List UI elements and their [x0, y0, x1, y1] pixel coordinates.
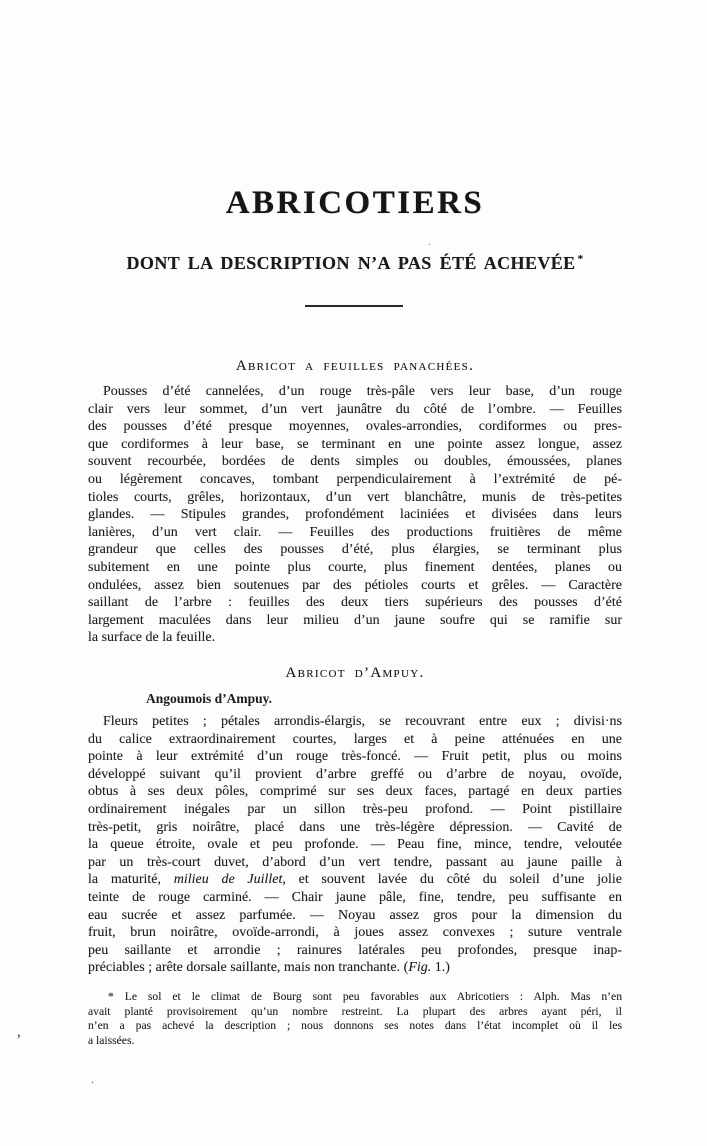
text-line: des pousses d’été presque moyennes, ovales-arrondies, cordiformes ou pres- — [88, 419, 622, 435]
text-line: obtus à ses deux pôles, comprimé sur ses deux faces, partagé en deux parties — [88, 784, 622, 800]
section-heading-feuilles-panachees: Abricot a feuilles panachées. — [235, 358, 475, 374]
text-line: subitement en une pointe plus courte, plus finement dentées, planes ou — [88, 559, 622, 575]
page-title: ABRICOTIERS — [225, 185, 485, 221]
scan-speck: , — [17, 1024, 21, 1040]
text-line: du calice extraordinairement courtes, larges et à peine atténuées en une — [88, 731, 622, 747]
text-line: glandes. — Stipules grandes, profondément laciniées et divisées dans leurs — [88, 507, 622, 523]
scan-speck: . — [91, 1072, 94, 1086]
text-line: Fleurs petites ; pétales arrondis-élargis, se recouvrant entre eux ; divisi·ns — [103, 714, 622, 729]
page-subtitle — [88, 246, 622, 276]
text-line: la maturité, milieu de Juillet, et souvent lavée du côté du soleil d’une jolie — [88, 872, 623, 888]
text-line: grandeur que celles des pousses d’été, plus élargies, se terminant plus — [88, 542, 622, 558]
text-line: la queue étroite, ovale et peu profonde. — Peau fine, mince, tendre, veloutée — [88, 837, 622, 853]
text-line: tioles courts, grêles, horizontaux, d’un vert blanchâtre, munis de très-petites — [88, 489, 622, 505]
subtitle-text: DONT LA DESCRIPTION N’A PAS ÉTÉ ACHEVÉE — [126, 253, 576, 273]
text-line: ordinairement inégales par un sillon très-peu profond. — Point pistillaire — [88, 801, 622, 817]
text-line: lanières, d’un vert clair. — Feuilles des productions fruitières de même — [88, 524, 622, 540]
text-line: eau sucrée et assez parfumée. — Noyau assez gros pour la dimension du — [88, 907, 622, 923]
text-line: pointe à leur extrémité d’un rouge très-foncé. — Fruit petit, plus ou moins — [88, 749, 622, 765]
text-line: largement maculées dans leur milieu d’un jaune soufre qui se ramifie sur — [88, 612, 622, 628]
text-line: a laissées. — [88, 1033, 135, 1047]
text-line: ondulées, assez bien soutenues par des pétioles courts et grêles. — Caractère — [88, 577, 622, 593]
text-line: peu saillante et arrondie ; rainures latérales peu profondes, presque inap- — [88, 942, 622, 958]
text-line: n’en a pas achevé la description ; nous donnons ses notes dans l’état incomplet où il les — [88, 1019, 622, 1032]
ornamental-rule — [305, 305, 403, 307]
text-line: très-petit, gris noirâtre, placé dans une très-légère dépression. — Cavité de — [88, 819, 622, 835]
scan-speck: . — [428, 236, 431, 248]
text-line: ou légèrement concaves, tombant perpendiculairement à l’extrémité de pé- — [88, 471, 622, 487]
text-line: souvent recourbée, bordées de dents simples ou doubles, émoussées, planes — [88, 454, 622, 470]
text-line: clair vers leur sommet, d’un vert jaunâtre du côté de l’ombre. — Feuilles — [88, 401, 622, 417]
text-line: * Le sol et le climat de Bourg sont peu favorables aux Abricotiers : Alph. Mas n’en — [108, 990, 622, 1003]
section-paragraph-feuilles-panachees — [88, 383, 622, 647]
section-paragraph-abricot-ampuy — [88, 713, 622, 977]
text-line: la surface de la feuille. — [88, 630, 216, 646]
text-line: saillant de l’arbre : feuilles des deux tiers supérieurs des pousses d’été — [88, 595, 622, 611]
text-line: avait planté provisoirement qu’un nombre restreint. La plupart des arbres ayant péri, il — [88, 1004, 622, 1018]
text-line: fruit, brun noirâtre, ovoïde-arrondi, à joues assez convexes ; suture ventrale — [88, 925, 622, 941]
section-heading-abricot-ampuy: Abricot d’Ampuy. — [285, 665, 425, 681]
text-line: Pousses d’été cannelées, d’un rouge très-pâle vers leur base, d’un rouge — [103, 384, 622, 399]
text-line: que cordiformes à leur base, se terminant en une pointe assez longue, assez — [88, 436, 622, 452]
footnote-marker: * — [577, 253, 584, 265]
text-line: teinte de rouge carminé. — Chair jaune pâle, fine, tendre, peu suffisante en — [88, 889, 622, 905]
variety-synonym: Angoumois d’Ampuy. — [146, 691, 273, 706]
text-line: préciables ; arête dorsale saillante, mais non tranchante. (Fig. 1.) — [88, 960, 450, 976]
text-line: par un très-court duvet, d’abord d’un vert tendre, passant au jaune paille à — [88, 854, 622, 870]
footnote — [88, 990, 622, 1048]
text-line: développé suivant qu’il provient d’arbre greffé ou d’arbre de noyau, ovoïde, — [88, 766, 622, 782]
